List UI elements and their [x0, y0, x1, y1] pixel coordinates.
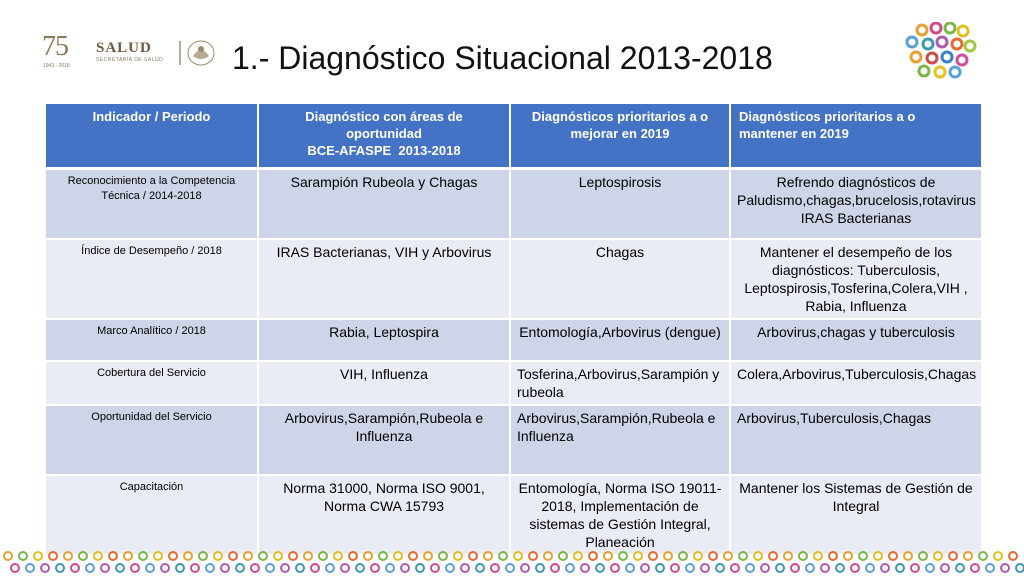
decorative-dot	[199, 552, 207, 560]
decorative-dot	[986, 564, 994, 572]
decorative-dot	[784, 552, 792, 560]
header-indicador: Indicador / Periodo	[46, 104, 258, 169]
decorative-dot	[461, 564, 469, 572]
decorative-dot	[799, 552, 807, 560]
decorative-dot	[926, 564, 934, 572]
decorative-dots-border	[0, 546, 1024, 576]
decorative-dot	[746, 564, 754, 572]
decorative-dot	[1009, 552, 1017, 560]
decorative-dot	[896, 564, 904, 572]
row-cell: Norma 31000, Norma ISO 9001, Norma CWA 15793	[258, 475, 510, 555]
decorative-dot	[626, 564, 634, 572]
decorative-dot	[791, 564, 799, 572]
decorative-dot	[754, 552, 762, 560]
row-cell: Leptospirosis	[510, 169, 730, 239]
decorative-dot	[364, 552, 372, 560]
decorative-dot	[949, 552, 957, 560]
decorative-dot	[289, 552, 297, 560]
decorative-dot	[266, 564, 274, 572]
decorative-dot	[679, 552, 687, 560]
table-header-row	[46, 104, 982, 169]
row-cell: Chagas	[510, 239, 730, 319]
colorful-dots-logo	[902, 22, 978, 80]
row-cell: Rabia, Leptospira	[258, 319, 510, 361]
diagnostics-table	[46, 104, 983, 556]
decorative-dot	[229, 552, 237, 560]
decorative-dot	[476, 564, 484, 572]
decorative-dot	[139, 552, 147, 560]
decorative-dot	[431, 564, 439, 572]
row-cell: Tosferina,Arbovirus,Sarampión y rubeola	[510, 361, 730, 405]
decorative-dot	[956, 564, 964, 572]
decorative-dot	[686, 564, 694, 572]
decorative-dot	[446, 564, 454, 572]
decorative-dot	[716, 564, 724, 572]
decorative-dot	[319, 552, 327, 560]
decorative-dot	[439, 552, 447, 560]
logo-75-number: 75	[42, 31, 68, 62]
decorative-dot	[604, 552, 612, 560]
table-row	[46, 319, 982, 361]
decorative-dot	[836, 564, 844, 572]
decorative-dot	[356, 564, 364, 572]
decorative-dot	[506, 564, 514, 572]
header-diagnostico-oportunidad: Diagnóstico con áreas de oportunidad BCE-AFASPE 2013-2018	[258, 104, 510, 169]
decorative-dot	[394, 552, 402, 560]
decorative-dot	[11, 564, 19, 572]
decorative-dot	[244, 552, 252, 560]
decorative-dot	[911, 564, 919, 572]
decorative-dot	[851, 564, 859, 572]
decorative-dot	[94, 552, 102, 560]
decorative-dot	[589, 552, 597, 560]
row-indicator: Índice de Desempeño / 2018	[46, 239, 258, 319]
decorative-dot	[656, 564, 664, 572]
decorative-dot	[214, 552, 222, 560]
decorative-dot	[806, 564, 814, 572]
decorative-dot	[191, 564, 199, 572]
decorative-dot	[386, 564, 394, 572]
decorative-dot	[146, 564, 154, 572]
decorative-dot	[19, 552, 27, 560]
decorative-dot	[161, 564, 169, 572]
row-cell: Entomología,Arbovirus (dengue)	[510, 319, 730, 361]
decorative-dot	[221, 564, 229, 572]
decorative-dot	[86, 564, 94, 572]
decorative-dot	[724, 552, 732, 560]
row-cell: VIH, Influenza	[258, 361, 510, 405]
decorative-dot	[904, 552, 912, 560]
decorative-dot	[169, 552, 177, 560]
decorative-dot	[889, 552, 897, 560]
decorative-dot	[619, 552, 627, 560]
decorative-dot	[379, 552, 387, 560]
decorative-dot	[934, 552, 942, 560]
decorative-dot	[56, 564, 64, 572]
decorative-dot	[544, 552, 552, 560]
decorative-dot	[79, 552, 87, 560]
diagnostics-table-container	[46, 104, 982, 556]
decorative-dot	[491, 564, 499, 572]
decorative-dot	[971, 564, 979, 572]
decorative-dot	[529, 552, 537, 560]
row-indicator: Reconocimiento a la Competencia Técnica / 2014-2018	[46, 169, 258, 239]
decorative-dot	[581, 564, 589, 572]
decorative-dot	[634, 552, 642, 560]
decorative-dot	[964, 552, 972, 560]
decorative-dot	[514, 552, 522, 560]
decorative-dot	[71, 564, 79, 572]
decorative-dot	[116, 564, 124, 572]
national-seal-icon	[178, 38, 218, 68]
decorative-dot	[4, 552, 12, 560]
row-cell: Colera,Arbovirus,Tuberculosis,Chagas	[730, 361, 982, 405]
decorative-dot	[341, 564, 349, 572]
decorative-dot	[499, 552, 507, 560]
decorative-dot	[521, 564, 529, 572]
decorative-dot	[814, 552, 822, 560]
decorative-dot	[349, 552, 357, 560]
decorative-dot	[874, 552, 882, 560]
row-cell: Sarampión Rubeola y Chagas	[258, 169, 510, 239]
row-cell: Mantener los Sistemas de Gestión de Integral	[730, 475, 982, 555]
decorative-dot	[821, 564, 829, 572]
decorative-dot	[296, 564, 304, 572]
decorative-dot	[334, 552, 342, 560]
decorative-dot	[709, 552, 717, 560]
decorative-dot	[401, 564, 409, 572]
decorative-dot	[776, 564, 784, 572]
decorative-dot	[1016, 564, 1024, 572]
decorative-dot	[611, 564, 619, 572]
decorative-dot	[251, 564, 259, 572]
decorative-dot	[536, 564, 544, 572]
decorative-dot	[454, 552, 462, 560]
row-cell: Refrendo diagnósticos de Paludismo,chagas,brucelosis,rotavirus IRAS Bacterianas	[730, 169, 982, 239]
row-indicator: Oportunidad del Servicio	[46, 405, 258, 475]
decorative-dot	[761, 564, 769, 572]
decorative-dot	[424, 552, 432, 560]
decorative-dot	[844, 552, 852, 560]
decorative-dot	[1001, 564, 1009, 572]
decorative-dot	[326, 564, 334, 572]
decorative-dot	[49, 552, 57, 560]
table-row	[46, 405, 982, 475]
row-cell: Arbovirus,Tuberculosis,Chagas	[730, 405, 982, 475]
decorative-dot	[176, 564, 184, 572]
row-cell: IRAS Bacterianas, VIH y Arbovirus	[258, 239, 510, 319]
decorative-dot	[859, 552, 867, 560]
decorative-dot	[409, 552, 417, 560]
decorative-dot	[41, 564, 49, 572]
decorative-dot	[64, 552, 72, 560]
decorative-dot	[274, 552, 282, 560]
decorative-dot	[154, 552, 162, 560]
decorative-dot	[101, 564, 109, 572]
page-title: 1.- Diagnóstico Situacional 2013-2018	[232, 40, 773, 76]
decorative-dot	[304, 552, 312, 560]
row-cell: Arbovirus,Sarampión,Rubeola e Influenza	[510, 405, 730, 475]
row-cell: Entomología, Norma ISO 19011-2018, Implementación de sistemas de Gestión Integral, Planeación	[510, 475, 730, 555]
decorative-dot	[26, 564, 34, 572]
decorative-dot	[469, 552, 477, 560]
row-indicator: Marco Analítico / 2018	[46, 319, 258, 361]
table-row	[46, 475, 982, 555]
decorative-dot	[596, 564, 604, 572]
decorative-dot	[731, 564, 739, 572]
table-row	[46, 239, 982, 319]
salud-logo-subtitle: SECRETARÍA DE SALUD	[96, 57, 164, 63]
decorative-dot	[109, 552, 117, 560]
decorative-dot	[829, 552, 837, 560]
decorative-dot	[551, 564, 559, 572]
decorative-dot	[574, 552, 582, 560]
row-cell: Mantener el desempeño de los diagnósticos: Tuberculosis, Leptospirosis,Tosferina,Colera,VIH , Rabia, Influenza	[730, 239, 982, 319]
header-prioritarios-mantener: Diagnósticos prioritarios a o mantener en 2019	[730, 104, 982, 169]
decorative-dot	[371, 564, 379, 572]
decorative-dot	[701, 564, 709, 572]
decorative-dot	[994, 552, 1002, 560]
decorative-dot	[206, 564, 214, 572]
decorative-dot	[566, 564, 574, 572]
decorative-dot	[34, 552, 42, 560]
decorative-dot	[649, 552, 657, 560]
decorative-dot	[259, 552, 267, 560]
salud-logo	[96, 40, 163, 63]
row-indicator: Cobertura del Servicio	[46, 361, 258, 405]
table-row	[46, 169, 982, 239]
row-cell: Arbovirus,Sarampión,Rubeola e Influenza	[258, 405, 510, 475]
decorative-dot	[311, 564, 319, 572]
decorative-dot	[919, 552, 927, 560]
row-cell: Arbovirus,chagas y tuberculosis	[730, 319, 982, 361]
anniversary-75-logo	[40, 32, 86, 74]
decorative-dot	[866, 564, 874, 572]
row-indicator: Capacitación	[46, 475, 258, 555]
header-prioritarios-mejorar: Diagnósticos prioritarios a o mejorar en 2019	[510, 104, 730, 169]
decorative-dot	[881, 564, 889, 572]
decorative-dot	[484, 552, 492, 560]
decorative-dot	[664, 552, 672, 560]
decorative-dot	[281, 564, 289, 572]
decorative-dot	[694, 552, 702, 560]
slide-header	[0, 0, 1024, 100]
logo-75-years: 1943 - 2018	[43, 63, 70, 69]
decorative-dot	[124, 552, 132, 560]
decorative-dot	[416, 564, 424, 572]
decorative-dot	[131, 564, 139, 572]
decorative-dot	[184, 552, 192, 560]
decorative-dot	[236, 564, 244, 572]
decorative-dot	[641, 564, 649, 572]
salud-logo-name: SALUD	[96, 40, 152, 56]
decorative-dot	[559, 552, 567, 560]
table-row	[46, 361, 982, 405]
decorative-dot	[769, 552, 777, 560]
decorative-dot	[671, 564, 679, 572]
decorative-dot	[979, 552, 987, 560]
decorative-dot	[739, 552, 747, 560]
decorative-dot	[941, 564, 949, 572]
